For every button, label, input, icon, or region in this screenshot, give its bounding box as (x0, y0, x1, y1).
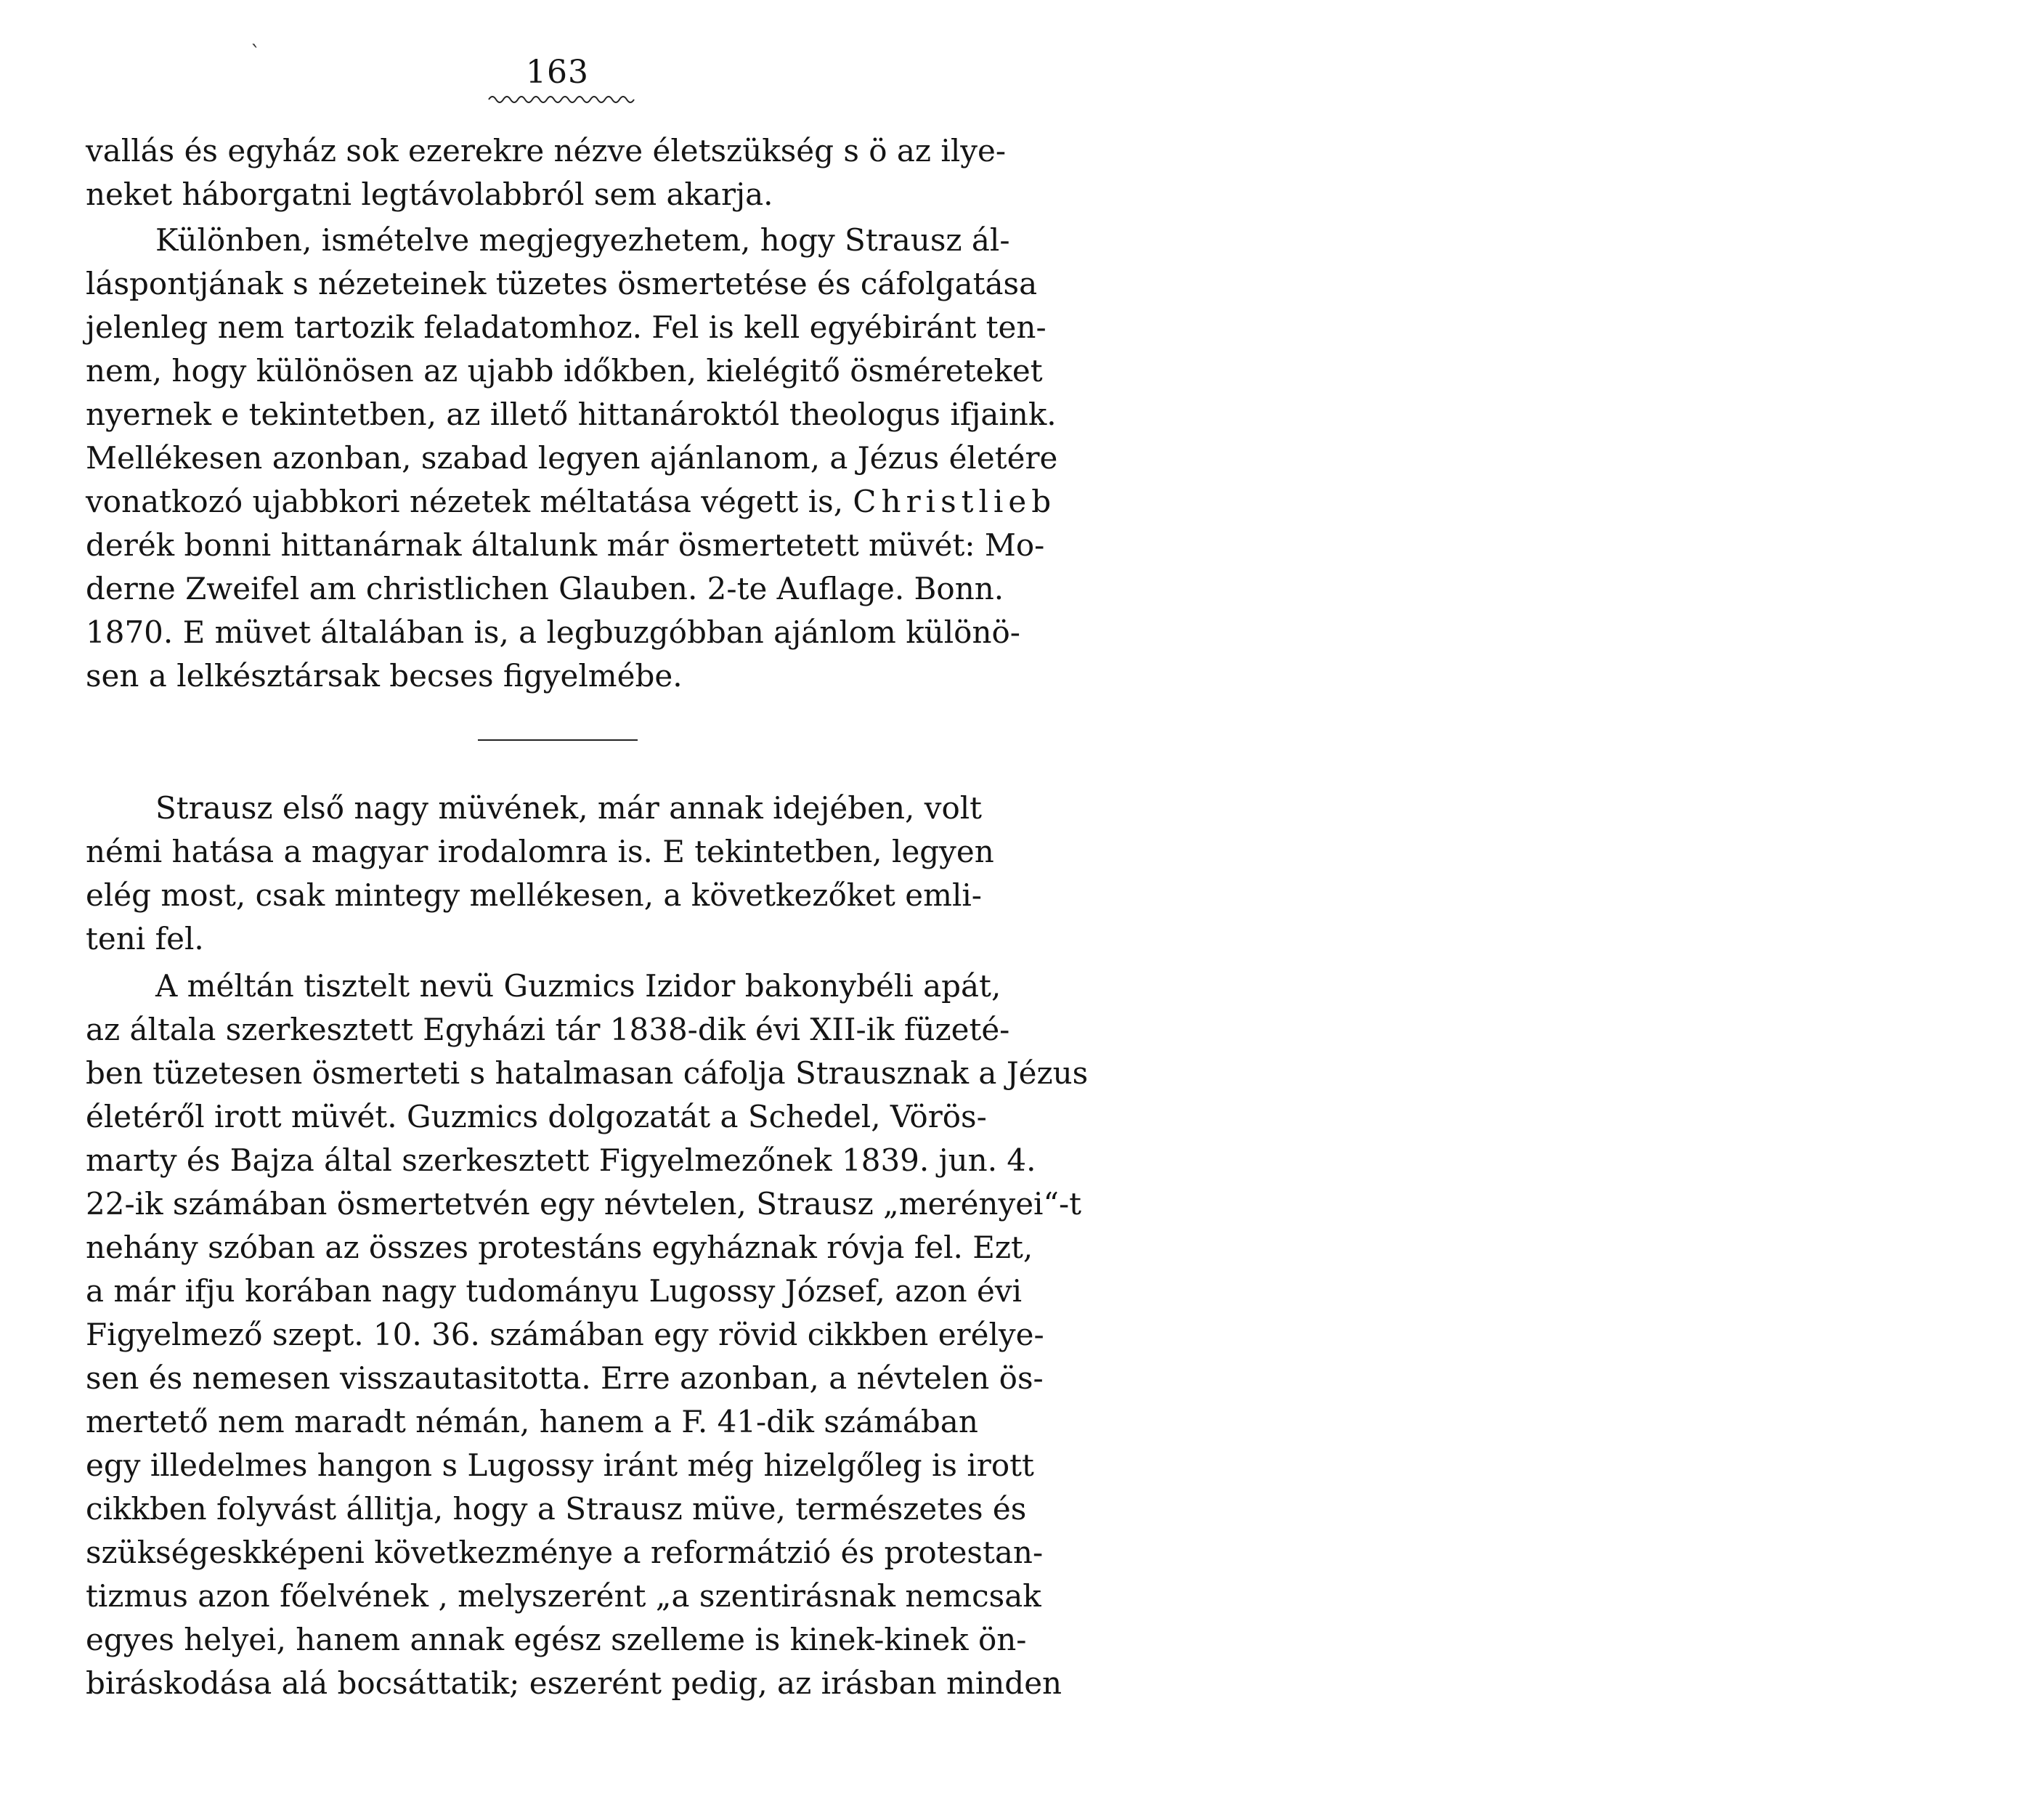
text-line: mertető nem maradt némán, hanem a F. 41-dik számában (86, 1404, 978, 1439)
text-line: Figyelmező szept. 10. 36. számában egy rövid cikkben erélye- (86, 1317, 1044, 1352)
paragraph-kulonben (86, 219, 1058, 698)
text-line: nyernek e tekintetben, az illető hittanároktól theologus ifjaink. (86, 397, 1057, 432)
text-line: derne Zweifel am christlichen Glauben. 2-te Auflage. Bonn. (86, 571, 1004, 606)
text-line: nehány szóban az összes protestáns egyháznak róvja fel. Ezt, (86, 1230, 1033, 1265)
text-line: A méltán tisztelt nevü Guzmics Izidor bakonybéli apát, (155, 968, 1001, 1004)
text-line: az általa szerkesztett Egyházi tár 1838-dik évi XII-ik füzeté- (86, 1012, 1010, 1047)
text-line: cikkben folyvást állitja, hogy a Strausz müve, természetes és (86, 1491, 1027, 1527)
text-line (86, 480, 1057, 524)
text-line: elég most, csak mintegy mellékesen, a következőket emli- (86, 877, 982, 913)
corner-mark: ` (251, 41, 261, 65)
text-line: derék bonni hittanárnak általunk már ösmertetett müvét: Mo- (86, 527, 1045, 563)
text-line: marty és Bajza által szerkesztett Figyelmezőnek 1839. jun. 4. (86, 1142, 1036, 1178)
text-line: némi hatása a magyar irodalomra is. E tekintetben, legyen (86, 834, 994, 869)
text-line: egyes helyei, hanem annak egész szelleme is kinek-kinek ön- (86, 1622, 1027, 1657)
page-number: 163 (526, 54, 589, 91)
text-line: Mellékesen azonban, szabad legyen ajánlanom, a Jézus életére (86, 440, 1058, 476)
text-line: sen a lelkésztársak becses figyelmébe. (86, 658, 683, 694)
author-name-spaced: Christlieb (853, 484, 1057, 519)
text-line: sen és nemesen visszautasitotta. Erre azonban, a névtelen ös- (86, 1360, 1044, 1396)
text-line: a már ifju korában nagy tudományu Lugossy József, azon évi (86, 1273, 1023, 1309)
text-line: ben tüzetesen ösmerteti s hatalmasan cáfolja Strausznak a Jézus (86, 1055, 1089, 1091)
text-line: 22-ik számában ösmertetvén egy névtelen, Strausz „merényei“-t (86, 1186, 1082, 1222)
text-line: Strausz első nagy müvének, már annak idejében, volt (155, 790, 983, 826)
paragraph-guzmics (86, 964, 1089, 1705)
text-line: biráskodása alá bocsáttatik; eszerént pedig, az irásban minden (86, 1665, 1062, 1701)
text-segment: vonatkozó ujabbkori nézetek méltatása végett is, (86, 484, 844, 519)
text-line: Különben, ismételve megjegyezhetem, hogy Strausz ál- (155, 222, 1010, 258)
text-line: tizmus azon főelvének , melyszerént „a szentirásnak nemcsak (86, 1578, 1041, 1614)
text-line: neket háborgatni legtávolabbról sem akarja. (86, 176, 773, 212)
paragraph-continuation (86, 129, 1030, 216)
page-number-underline (489, 93, 634, 106)
text-line: vallás és egyház sok ezerekre nézve életszükség s ö az ilye- (86, 133, 1007, 168)
text-line: láspontjának s nézeteinek tüzetes ösmertetése és cáfolgatása (86, 266, 1038, 301)
section-divider (478, 739, 638, 741)
text-line: szükségeskképeni következménye a reformátzió és protestan- (86, 1535, 1044, 1570)
text-line: teni fel. (86, 921, 204, 956)
text-line: egy illedelmes hangon s Lugossy iránt még hizelgőleg is irott (86, 1447, 1034, 1483)
text-line: jelenleg nem tartozik feladatomhoz. Fel is kell egyébiránt ten- (86, 309, 1047, 345)
paragraph-strausz (86, 787, 1030, 961)
text-line: életéről irott müvét. Guzmics dolgozatát a Schedel, Vörös- (86, 1099, 987, 1134)
text-line: 1870. E müvet általában is, a legbuzgóbban ajánlom különö- (86, 614, 1020, 650)
text-line: nem, hogy különösen az ujabb időkben, kielégitő ösméreteket (86, 353, 1043, 389)
